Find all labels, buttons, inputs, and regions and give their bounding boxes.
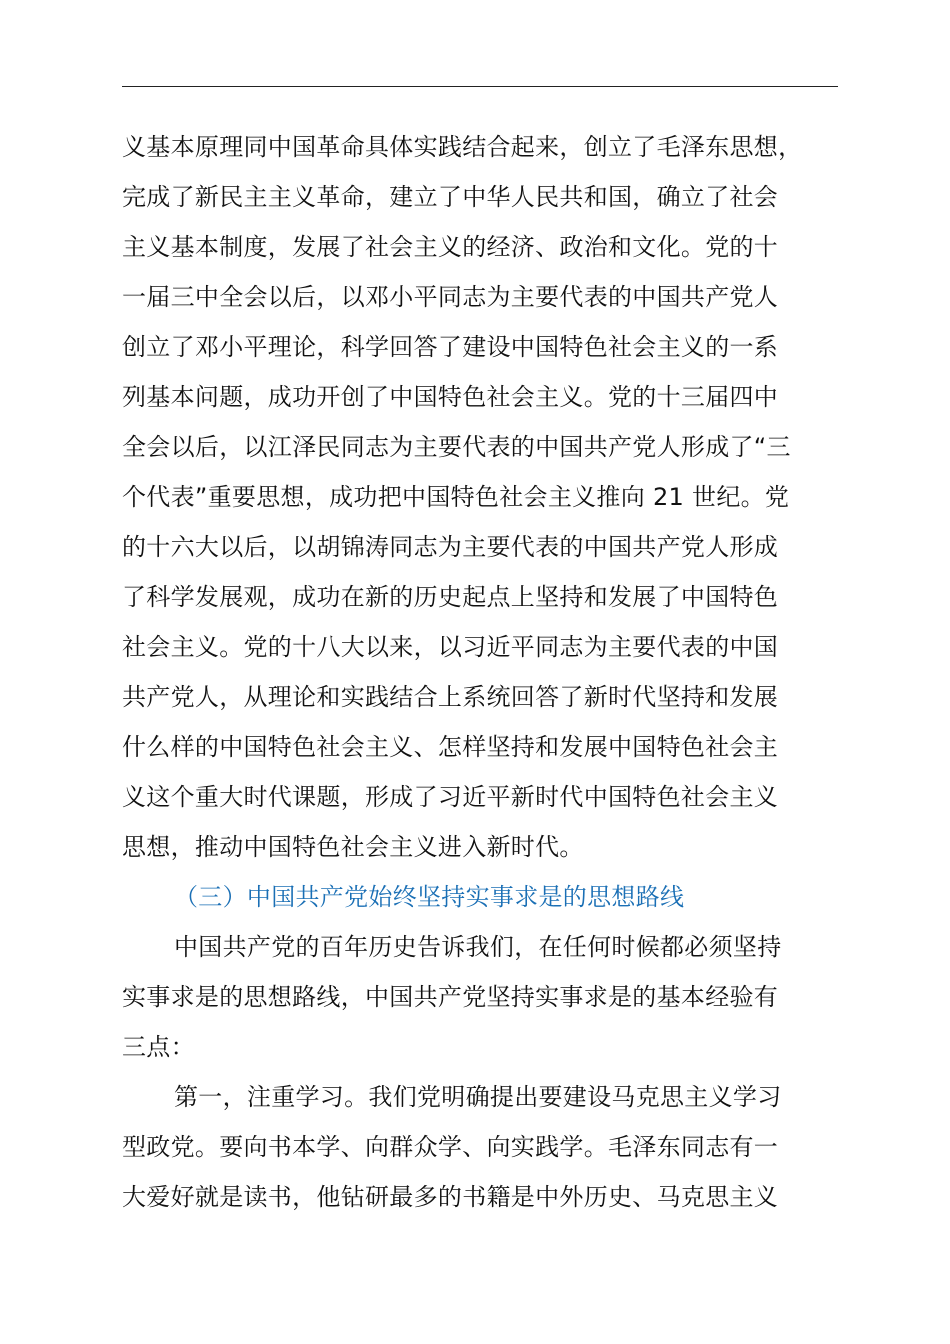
text-line: 型政党。要向书本学、向群众学、向实践学。毛泽东同志有一 xyxy=(122,1133,779,1161)
section-heading: （三）中国共产党始终坚持实事求是的思想路线 xyxy=(174,883,685,911)
text-line: 实事求是的思想路线，中国共产党坚持实事求是的基本经验有 xyxy=(122,983,779,1011)
text-line: 第一，注重学习。我们党明确提出要建设马克思主义学习 xyxy=(174,1083,782,1111)
text-line: 个代表”重要思想，成功把中国特色社会主义推向 21 世纪。党 xyxy=(122,483,790,511)
text-line: 什么样的中国特色社会主义、怎样坚持和发展中国特色社会主 xyxy=(122,733,779,761)
text-line: 大爱好就是读书，他钻研最多的书籍是中外历史、马克思主义 xyxy=(122,1183,779,1211)
text-line: 中国共产党的百年历史告诉我们，在任何时候都必须坚持 xyxy=(174,933,782,961)
text-line: 全会以后，以江泽民同志为主要代表的中国共产党人形成了“三 xyxy=(122,433,791,461)
paragraph-point-one xyxy=(122,1072,838,1222)
section-heading-block xyxy=(122,872,838,922)
header-rule xyxy=(122,86,838,87)
paragraph-continuation xyxy=(122,122,838,872)
document-body xyxy=(122,122,838,1222)
text-line: 义基本原理同中国革命具体实践结合起来，创立了毛泽东思想， xyxy=(122,133,803,161)
paragraph-intro xyxy=(122,922,838,1072)
text-line: 思想，推动中国特色社会主义进入新时代。 xyxy=(122,833,584,861)
text-line: 完成了新民主主义革命，建立了中华人民共和国，确立了社会 xyxy=(122,183,779,211)
text-line: 义这个重大时代课题，形成了习近平新时代中国特色社会主义 xyxy=(122,783,779,811)
text-line: 三点： xyxy=(122,1033,195,1061)
text-line: 共产党人，从理论和实践结合上系统回答了新时代坚持和发展 xyxy=(122,683,779,711)
text-line: 一届三中全会以后，以邓小平同志为主要代表的中国共产党人 xyxy=(122,283,779,311)
text-line: 的十六大以后，以胡锦涛同志为主要代表的中国共产党人形成 xyxy=(122,533,779,561)
text-line: 列基本问题，成功开创了中国特色社会主义。党的十三届四中 xyxy=(122,383,779,411)
text-line: 了科学发展观，成功在新的历史起点上坚持和发展了中国特色 xyxy=(122,583,779,611)
text-line: 创立了邓小平理论，科学回答了建设中国特色社会主义的一系 xyxy=(122,333,779,361)
text-line: 社会主义。党的十八大以来，以习近平同志为主要代表的中国 xyxy=(122,633,779,661)
text-line: 主义基本制度，发展了社会主义的经济、政治和文化。党的十 xyxy=(122,233,779,261)
